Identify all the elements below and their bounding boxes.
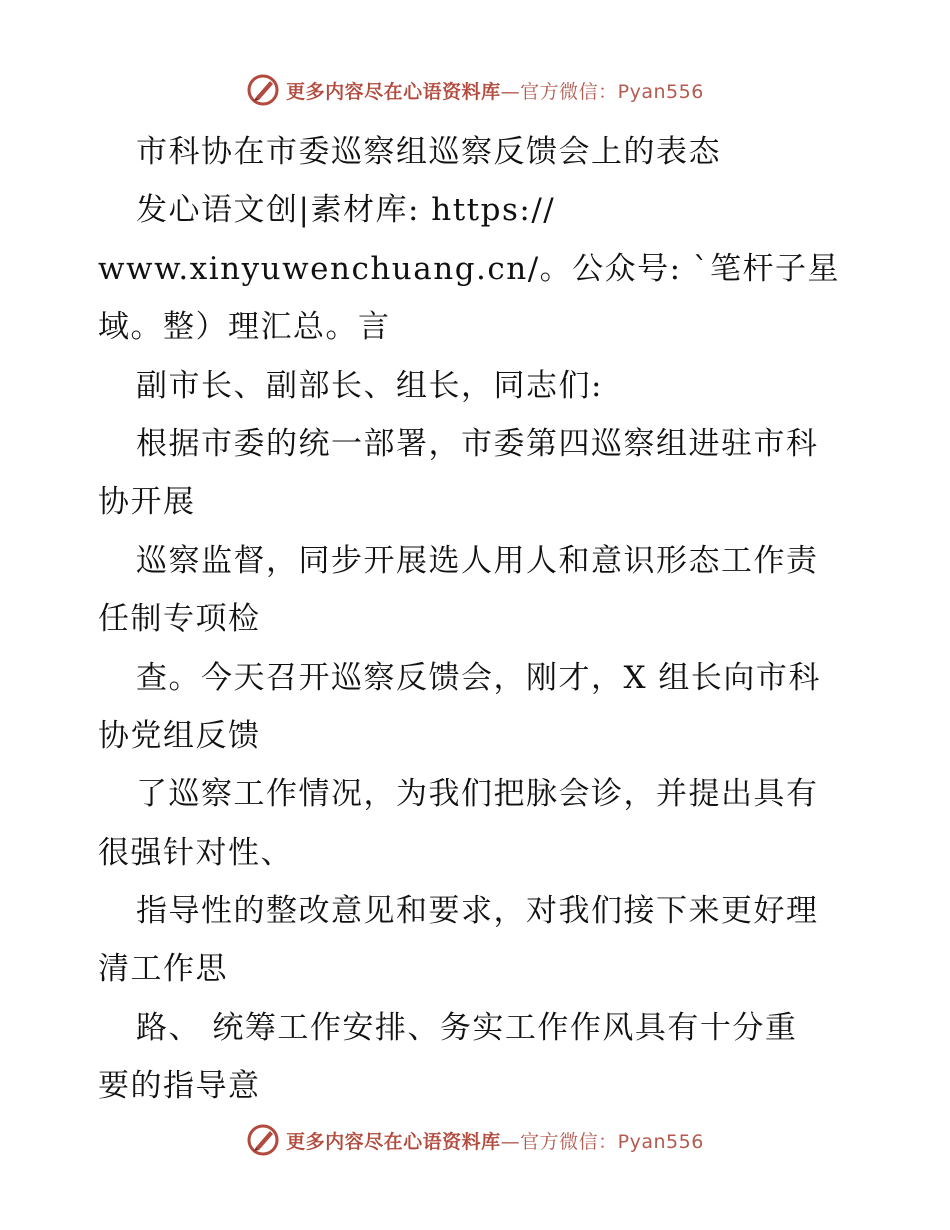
source-line: 域。整）理汇总。言 — [98, 309, 391, 346]
document-title: 市科协在市委巡察组巡察反馈会上的表态 — [136, 134, 721, 170]
body-line: 协开展 — [98, 484, 196, 521]
header-watermark-text — [286, 77, 704, 104]
body-line: 很强针对性、 — [98, 834, 293, 871]
body-line: 根据市委的统一部署，市委第四巡察组进驻市科 — [136, 425, 819, 462]
footer-watermark-text — [286, 1127, 704, 1154]
salutation: 副市长、副部长、组长，同志们: — [136, 367, 603, 404]
document-body — [98, 123, 858, 1116]
body-line: 路、 统筹工作安排、务实工作作风具有十分重 — [136, 1009, 798, 1046]
pen-circle-logo-icon — [246, 73, 280, 107]
body-line: 任制专项检 — [98, 601, 261, 638]
source-line: www.xinyuwenchuang.cn/。公众号: `笔杆子星 — [98, 250, 840, 287]
body-line: 了巡察工作情况，为我们把脉会诊，并提出具有 — [136, 776, 819, 813]
body-line: 要的指导意 — [98, 1068, 261, 1105]
header-watermark-banner — [0, 70, 950, 110]
brand-text: 更多内容尽在心语资料库 — [286, 1130, 501, 1153]
body-line: 协党组反馈 — [98, 717, 261, 754]
contact-text: —官方微信：Pyan556 — [500, 80, 704, 103]
pen-circle-logo-icon — [246, 1123, 280, 1157]
brand-text: 更多内容尽在心语资料库 — [286, 80, 501, 103]
body-line: 指导性的整改意见和要求，对我们接下来更好理 — [136, 893, 819, 930]
footer-watermark-banner — [0, 1120, 950, 1160]
source-line: 发心语文创|素材库: https:// — [136, 192, 556, 229]
contact-text: —官方微信：Pyan556 — [500, 1130, 704, 1153]
body-line: 巡察监督，同步开展选人用人和意识形态工作责 — [136, 542, 819, 579]
body-line: 查。今天召开巡察反馈会，刚才，X 组长向市科 — [136, 659, 821, 696]
body-line: 清工作思 — [98, 951, 228, 988]
